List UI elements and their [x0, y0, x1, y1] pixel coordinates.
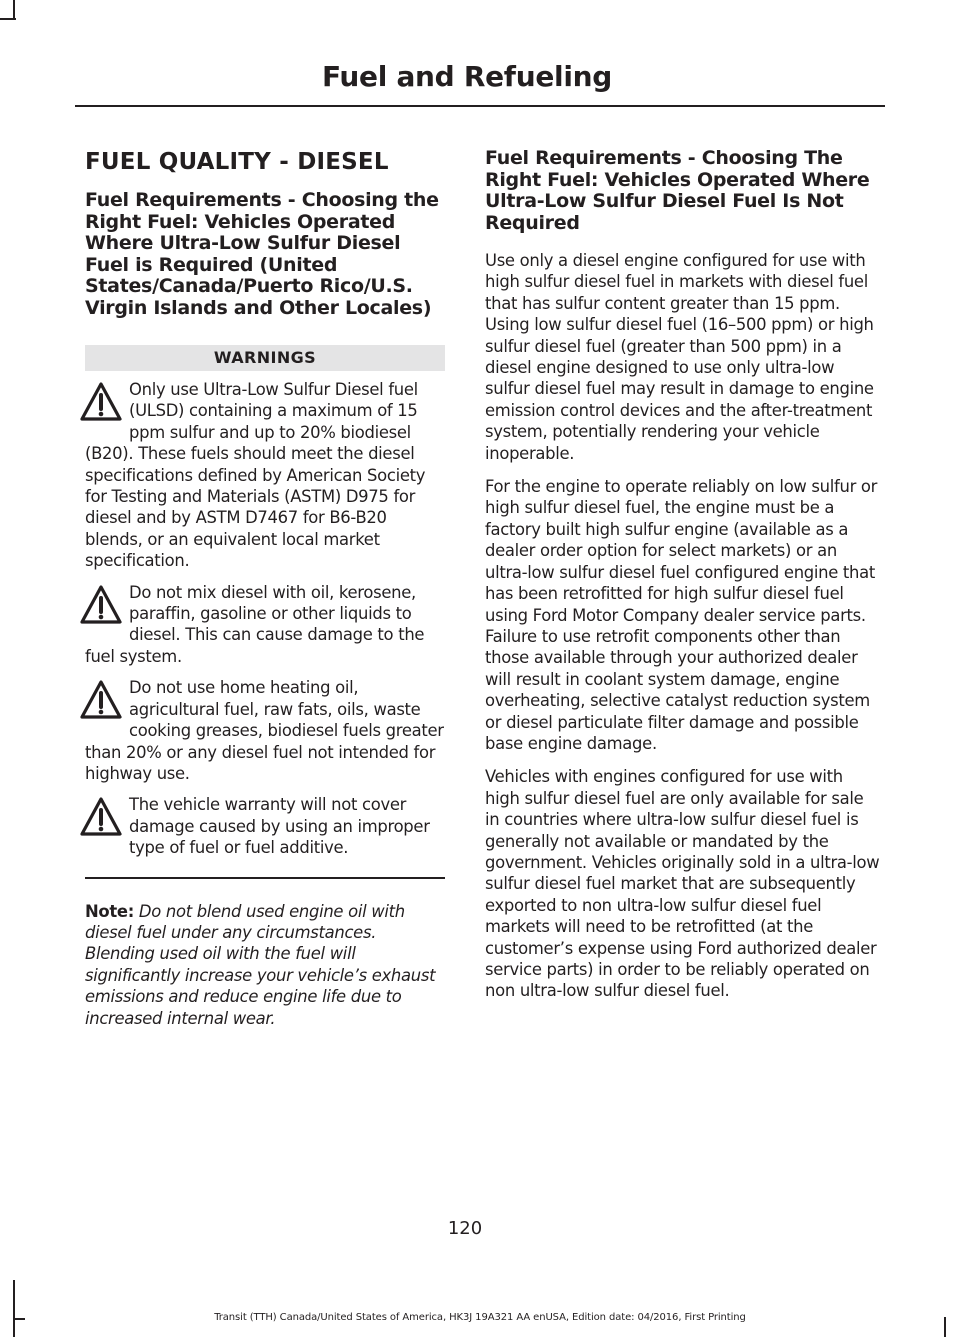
- warning-triangle-icon: [79, 584, 123, 626]
- note: [85, 901, 445, 1029]
- crop-mark: [13, 0, 15, 20]
- warning-item: [85, 582, 445, 668]
- main-heading: FUEL QUALITY - DIESEL: [85, 149, 389, 175]
- warning-text: The vehicle warranty will not cover damage caused by using an improper type of fuel or fuel additive.: [129, 795, 430, 858]
- warning-triangle-icon: [79, 381, 123, 423]
- footer-text: Transit (TTH) Canada/United States of America, HK3J 19A321 AA enUSA, Edition date: 04/2016, First Printing: [214, 1312, 746, 1323]
- warning-item: [85, 379, 445, 572]
- warning-triangle-icon: [79, 679, 123, 721]
- warnings-title: WARNINGS: [85, 345, 445, 371]
- note-text: Do not blend used engine oil with diesel fuel under any circumstances. Blending used oil with the fuel will significantly increase your vehicle’s exhaust emissions and reduce engine life due to increased internal wear.: [85, 901, 436, 1028]
- body-paragraph: Vehicles with engines configured for use with high sulfur diesel fuel are only available for sale in countries where ultra-low sulfur diesel fuel is generally not available or mandated by the government. Vehicles originally sold in a ultra-low sulfur diesel fuel market that are subsequently exported to non ultra-low sulfur diesel fuel markets will need to be retrofitted (at the customer’s expense using Ford authorized dealer service parts) in order to be reliably operated on non ultra-low sulfur diesel fuel.: [485, 767, 880, 1001]
- sub-heading: Fuel Requirements - Choosing The Right Fuel: Vehicles Operated Where Ultra-Low Sulfur Diesel Fuel Is Not Required: [485, 147, 870, 234]
- body-paragraph: For the engine to operate reliably on low sulfur or high sulfur diesel fuel, the engine must be a factory built high sulfur engine (available as a dealer order option for select markets) or an ultra-low sulfur diesel fuel configured engine that has been retrofitted for high sulfur diesel fuel using Ford Motor Company dealer service parts. Failure to use retrofit components other than those available through your authorized dealer will result in coolant system damage, engine overheating, selective catalyst reduction system or diesel particulate filter damage and possible base engine damage.: [485, 477, 878, 753]
- body-paragraph: Use only a diesel engine configured for use with high sulfur diesel fuel in markets with diesel fuel that has sulfur content greater than 15 ppm. Using low sulfur diesel fuel (16–500 ppm) or high sulfur diesel fuel (greater than 500 ppm) in a diesel engine designed to use only ultra-low sulfur diesel fuel may result in damage to engine emission control devices and the after-treatment system, potentially rendering your vehicle inoperable.: [485, 251, 874, 463]
- warnings-divider: [85, 877, 445, 879]
- right-column: [485, 148, 880, 1014]
- header-divider: [75, 105, 885, 107]
- warning-item: [85, 794, 445, 858]
- note-label: Note:: [85, 901, 134, 921]
- crop-mark: [0, 18, 16, 20]
- sub-heading: Fuel Requirements - Choosing the Right Fuel: Vehicles Operated Where Ultra-Low Sulfur Diesel Fuel is Required (United States/Canada/Puerto Rico/U.S. Virgin Islands and Other Locales): [85, 189, 439, 319]
- warning-item: [85, 677, 445, 784]
- crop-mark: [13, 1280, 15, 1337]
- section-title: Fuel and Refueling: [321, 60, 612, 93]
- warning-text: Do not mix diesel with oil, kerosene, paraffin, gasoline or other liquids to diesel. This can cause damage to the fuel system.: [85, 582, 425, 666]
- left-column: [85, 148, 445, 1029]
- warning-text: Do not use home heating oil, agricultural fuel, raw fats, oils, waste cooking greases, biodiesel fuels greater than 20% or any diesel fuel not intended for highway use.: [85, 678, 444, 783]
- warning-text: Only use Ultra-Low Sulfur Diesel fuel (ULSD) containing a maximum of 15 ppm sulfur and up to 20% biodiesel (B20). These fuels should meet the diesel specifications defined by American Society for Testing and Materials (ASTM) D975 for diesel and by ASTM D7467 for B6-B20 blends, or an equivalent local market specification.: [85, 380, 426, 571]
- page-number: 120: [447, 1218, 483, 1239]
- warning-triangle-icon: [79, 796, 123, 838]
